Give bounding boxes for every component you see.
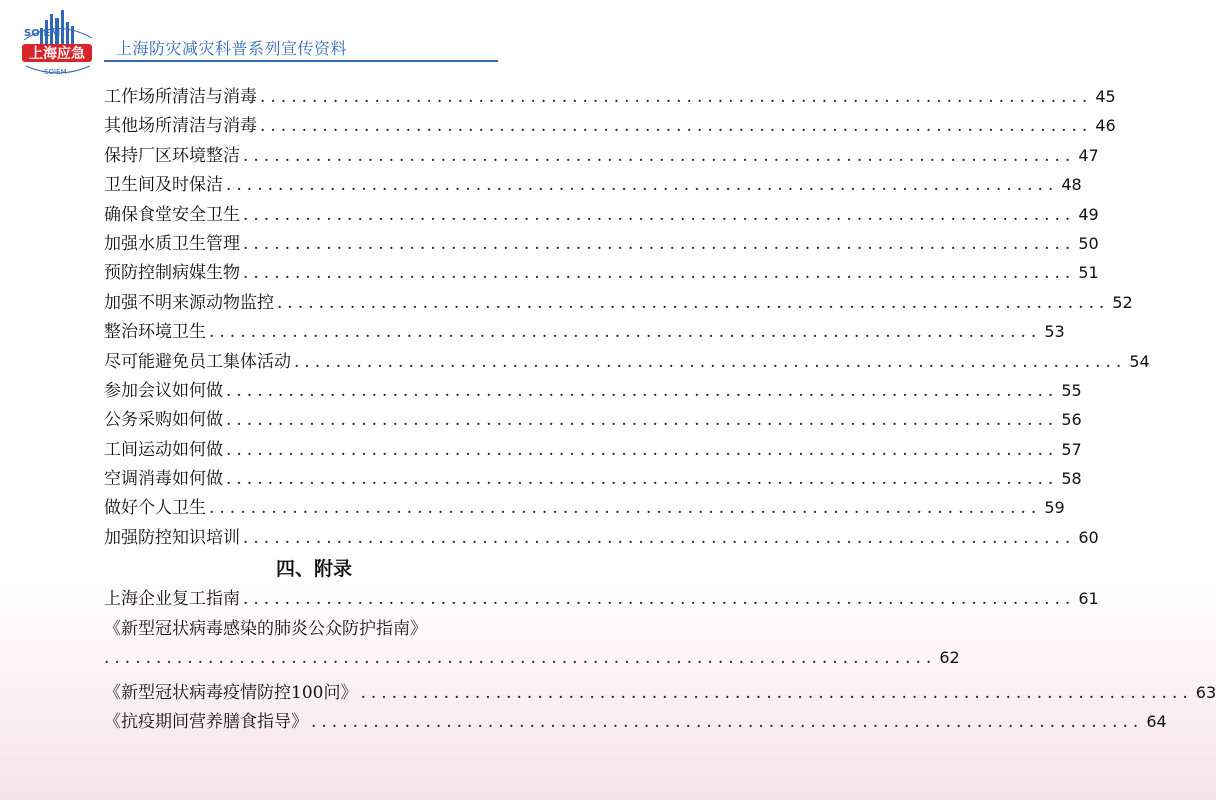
toc-page-number: 58 bbox=[1061, 469, 1082, 489]
toc-entry[interactable] bbox=[104, 82, 1116, 111]
toc-leader-dots: ................................................................................ bbox=[311, 712, 1144, 733]
toc-page-number: 55 bbox=[1061, 380, 1082, 400]
toc-entry-label: 做好个人卫生 bbox=[104, 498, 206, 519]
toc-appendix-list bbox=[104, 584, 1216, 736]
toc-entry[interactable] bbox=[104, 464, 1082, 493]
toc-page-number: 47 bbox=[1078, 145, 1099, 165]
toc-page-number: 64 bbox=[1146, 712, 1167, 732]
toc-leader-dots: ................................................................................ bbox=[243, 527, 1076, 548]
toc-entry-label: 参加会议如何做 bbox=[104, 380, 223, 401]
toc-page-number: 62 bbox=[939, 647, 960, 667]
toc-entry[interactable] bbox=[104, 317, 1065, 346]
toc-page-number: 45 bbox=[1095, 87, 1116, 106]
toc-entry-label: 卫生间及时保洁 bbox=[104, 175, 223, 196]
toc-entry[interactable] bbox=[104, 141, 1099, 170]
toc-page-number: 49 bbox=[1078, 204, 1099, 224]
toc-leader-dots: ................................................................................ bbox=[243, 589, 1076, 610]
toc-page-number: 51 bbox=[1078, 263, 1099, 283]
toc-entry[interactable] bbox=[104, 376, 1082, 405]
toc-page-number: 48 bbox=[1061, 175, 1082, 195]
toc-page-number: 46 bbox=[1095, 116, 1116, 136]
toc-entry[interactable] bbox=[104, 288, 1133, 317]
toc-entry[interactable] bbox=[104, 405, 1082, 434]
toc-page-number: 57 bbox=[1061, 439, 1082, 459]
toc-leader-dots: ................................................................................ bbox=[226, 410, 1059, 431]
toc-entry-label: 空调消毒如何做 bbox=[104, 469, 223, 490]
toc-leader-dots: ................................................................................ bbox=[243, 263, 1076, 284]
toc-entry-label: 加强水质卫生管理 bbox=[104, 233, 240, 254]
toc-leader-dots: ................................................................................ bbox=[226, 469, 1059, 490]
toc-entry[interactable] bbox=[104, 258, 1099, 287]
table-of-contents bbox=[104, 82, 1216, 736]
shanghai-emergency-logo bbox=[18, 10, 104, 80]
toc-main-list bbox=[104, 82, 1150, 552]
section-heading-appendix: 四、附录 bbox=[275, 558, 352, 581]
toc-entry-label: 《新型冠状病毒疫情防控100问》 bbox=[104, 682, 358, 703]
header-title: 上海防灾减灾科普系列宣传资料 bbox=[116, 39, 348, 58]
toc-entry[interactable] bbox=[104, 523, 1099, 552]
toc-leader-dots: ................................................................................ bbox=[277, 292, 1110, 313]
toc-entry-label: 保持厂区环境整洁 bbox=[104, 145, 240, 166]
toc-entry-label: 尽可能避免员工集体活动 bbox=[104, 351, 291, 372]
toc-leader-dots: ................................................................................ bbox=[104, 647, 937, 668]
toc-entry[interactable] bbox=[104, 347, 1150, 376]
toc-entry-label: 确保食堂安全卫生 bbox=[104, 204, 240, 225]
toc-leader-dots: ................................................................................ bbox=[260, 87, 1093, 107]
logo-text: 上海应急 bbox=[29, 46, 85, 62]
toc-page-number: 54 bbox=[1129, 351, 1150, 371]
toc-page-number: 56 bbox=[1061, 410, 1082, 430]
toc-page-number: 53 bbox=[1044, 322, 1065, 342]
toc-leader-dots: ................................................................................ bbox=[294, 351, 1127, 372]
toc-page-number: 50 bbox=[1078, 233, 1099, 253]
toc-entry[interactable] bbox=[104, 200, 1099, 229]
toc-entry-label: 上海企业复工指南 bbox=[104, 589, 240, 610]
toc-entry[interactable] bbox=[104, 229, 1099, 258]
toc-entry[interactable] bbox=[104, 584, 1099, 613]
toc-page-number: 60 bbox=[1078, 527, 1099, 547]
toc-entry[interactable] bbox=[104, 678, 1216, 707]
toc-entry-label: 《抗疫期间营养膳食指导》 bbox=[104, 712, 308, 733]
toc-leader-dots: ................................................................................ bbox=[260, 116, 1093, 137]
header-divider bbox=[104, 60, 498, 62]
toc-leader-dots: ................................................................................ bbox=[209, 322, 1042, 343]
toc-leader-dots: ................................................................................ bbox=[243, 204, 1076, 225]
toc-entry-label: 公务采购如何做 bbox=[104, 410, 223, 431]
toc-leader-dots: ................................................................................ bbox=[209, 498, 1042, 519]
toc-entry-label: 工作场所清洁与消毒 bbox=[104, 87, 257, 107]
toc-leader-dots: ................................................................................ bbox=[243, 145, 1076, 166]
toc-entry[interactable] bbox=[104, 707, 1167, 736]
toc-entry[interactable] bbox=[104, 111, 1116, 140]
logo-arc-top: SOIEM bbox=[24, 28, 61, 39]
toc-entry-label: 工间运动如何做 bbox=[104, 439, 223, 460]
toc-page-number: 52 bbox=[1112, 292, 1133, 312]
toc-entry[interactable] bbox=[104, 493, 1065, 522]
toc-entry-label: 预防控制病媒生物 bbox=[104, 263, 240, 284]
toc-entry-label: 其他场所清洁与消毒 bbox=[104, 116, 257, 137]
toc-entry[interactable] bbox=[104, 435, 1082, 464]
toc-entry-label: 《新型冠状病毒感染的肺炎公众防护指南》 bbox=[104, 618, 427, 639]
page-header bbox=[0, 0, 600, 78]
toc-leader-dots: ................................................................................ bbox=[360, 682, 1193, 703]
toc-page-number: 63 bbox=[1195, 682, 1216, 702]
toc-entry-label: 整治环境卫生 bbox=[104, 322, 206, 343]
logo-arc-bottom: SOIEM bbox=[44, 68, 67, 76]
toc-entry-label: 加强不明来源动物监控 bbox=[104, 292, 274, 313]
toc-entry[interactable] bbox=[104, 614, 960, 678]
toc-leader-dots: ................................................................................ bbox=[226, 175, 1059, 196]
toc-page-number: 59 bbox=[1044, 498, 1065, 518]
toc-leader-dots: ................................................................................ bbox=[243, 233, 1076, 254]
toc-page-number: 61 bbox=[1078, 589, 1099, 609]
toc-leader-dots: ................................................................................ bbox=[226, 439, 1059, 460]
toc-entry-label: 加强防控知识培训 bbox=[104, 527, 240, 548]
toc-leader-dots: ................................................................................ bbox=[226, 380, 1059, 401]
toc-entry[interactable] bbox=[104, 170, 1082, 199]
